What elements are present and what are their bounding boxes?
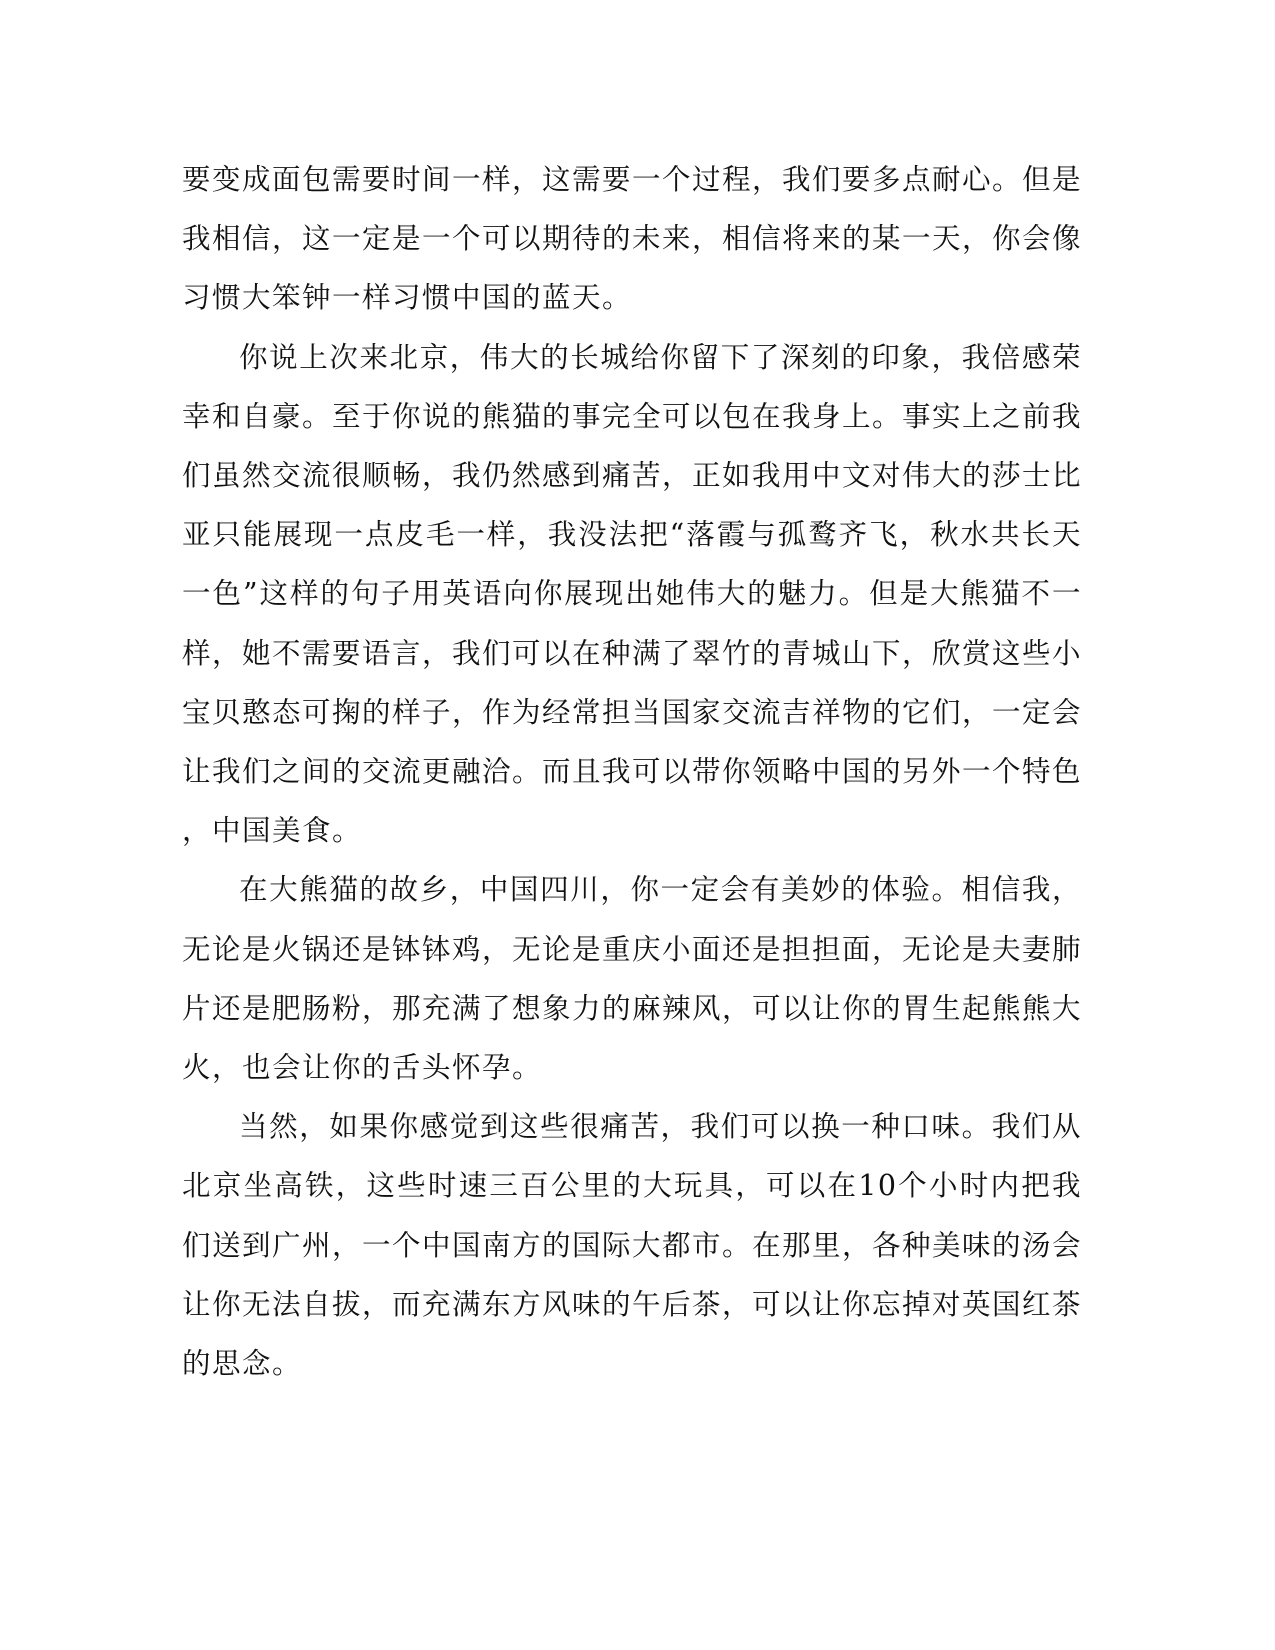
paragraph-2: 你说上次来北京，伟大的长城给你留下了深刻的印象，我倍感荣幸和自豪。至于你说的熊猫的事完全可以包在我身上。事实上之前我们虽然交流很顺畅，我仍然感到痛苦，正如我用中文对伟大的莎士比亚只能展现一点皮毛一样，我没法把“落霞与孤鹜齐飞，秋水共长天一色”这样的句子用英语向你展现出她伟大的魅力。但是大熊猫不一样，她不需要语言，我们可以在种满了翠竹的青城山下，欣赏这些小宝贝憨态可掬的样子，作为经常担当国家交流吉祥物的它们，一定会让我们之间的交流更融洽。而且我可以带你领略中国的另外一个特色，中国美食。: [182, 340, 1083, 848]
paragraph-3: 在大熊猫的故乡，中国四川，你一定会有美妙的体验。相信我，无论是火锅还是钵钵鸡，无论是重庆小面还是担担面，无论是夫妻肺片还是肥肠粉，那充满了想象力的麻辣风，可以让你的胃生起熊熊大火，也会让你的舌头怀孕。: [182, 873, 1083, 1085]
body-text: [182, 150, 1082, 1393]
paragraph-4: 当然，如果你感觉到这些很痛苦，我们可以换一种口味。我们从北京坐高铁，这些时速三百公里的大玩具，可以在10个小时内把我们送到广州，一个中国南方的国际大都市。在那里，各种美味的汤会让你无法自拔，而充满东方风味的午后茶，可以让你忘掉对英国红茶的思念。: [182, 1110, 1083, 1381]
paragraph-1: 要变成面包需要时间一样，这需要一个过程，我们要多点耐心。但是我相信，这一定是一个可以期待的未来，相信将来的某一天，你会像习惯大笨钟一样习惯中国的蓝天。: [182, 163, 1083, 315]
